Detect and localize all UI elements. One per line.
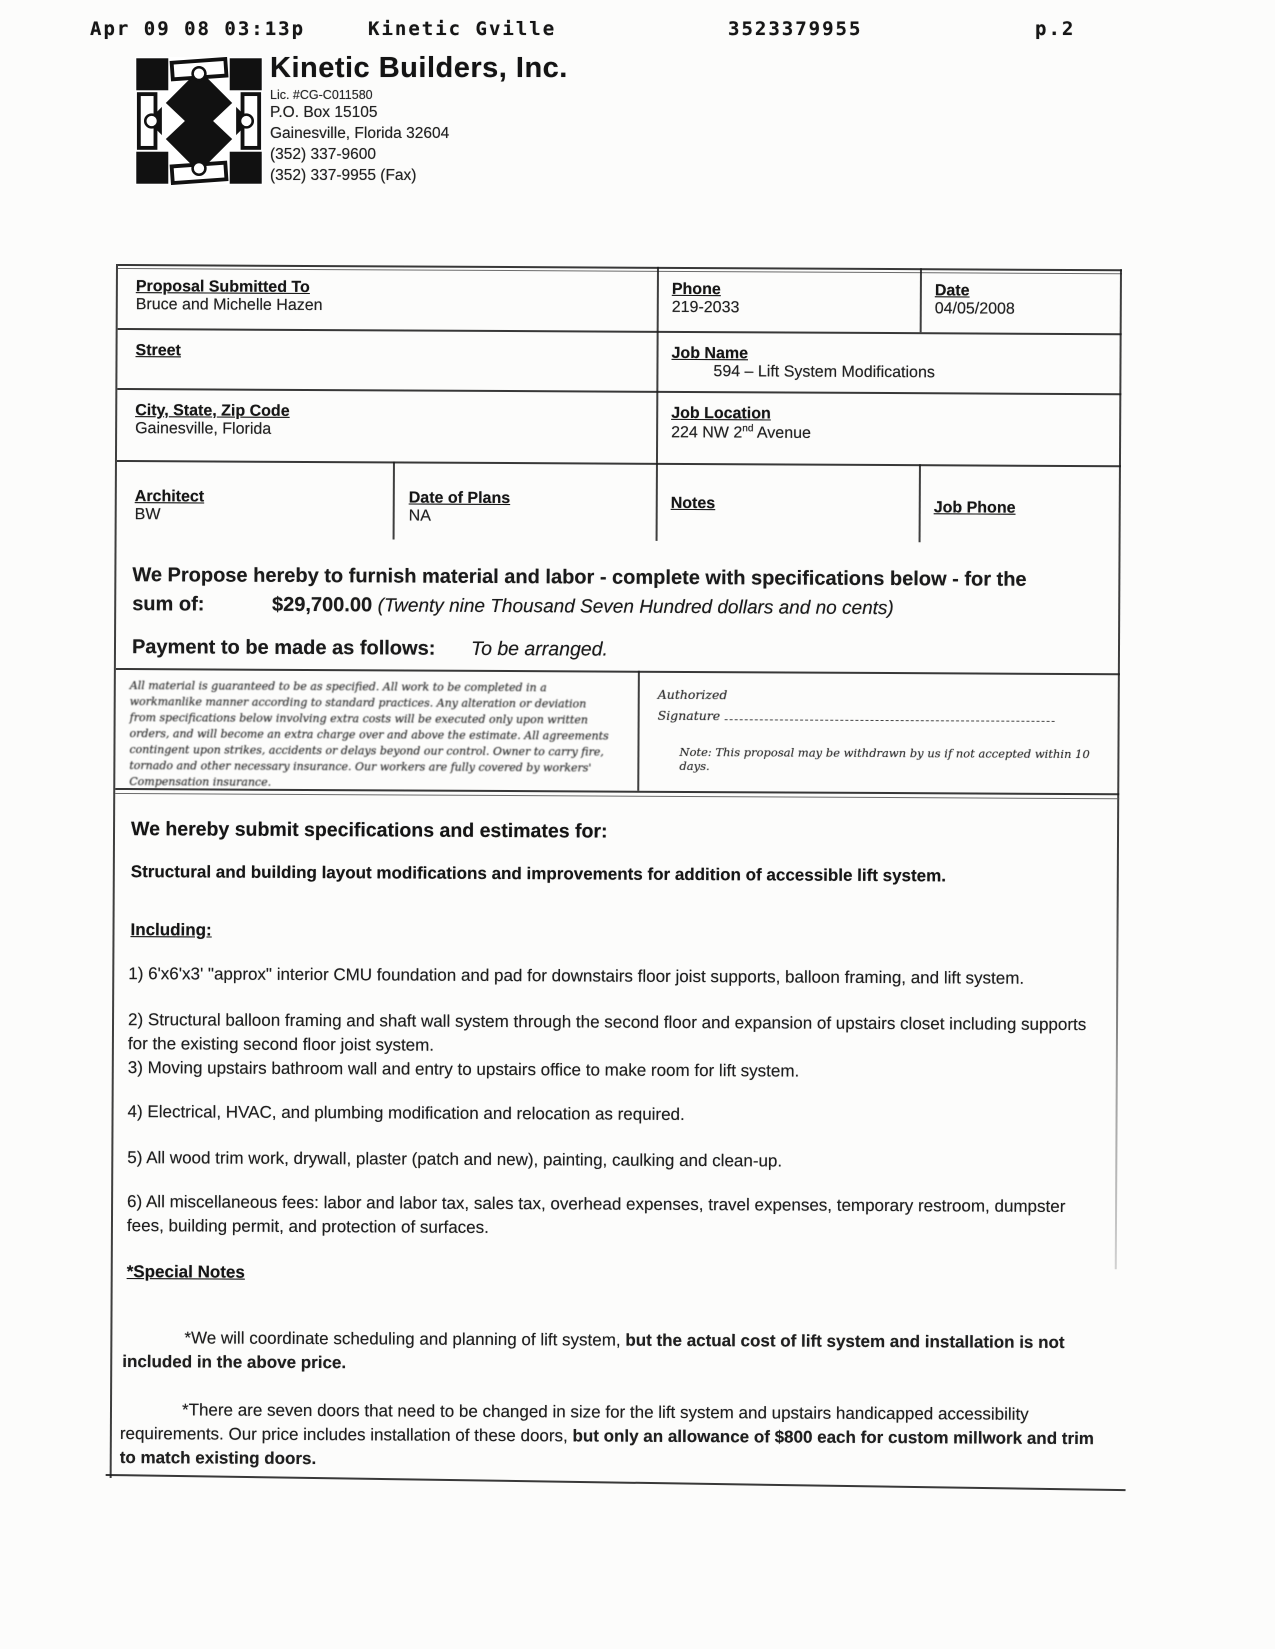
form-border-bottom [106, 1474, 1126, 1491]
job-name-value: 594 – Lift System Modifications [713, 363, 935, 382]
signature-row [658, 708, 1098, 725]
company-po-box: P.O. Box 15105 [270, 104, 378, 121]
payment-line [132, 634, 1117, 666]
company-phone: (352) 337-9600 [270, 146, 376, 163]
phone-value: 219-2033 [671, 298, 740, 317]
signature-line [724, 719, 1054, 722]
field-date [935, 282, 1015, 318]
job-location-main: 224 NW 2 [671, 424, 743, 442]
architect-label: Architect [134, 488, 205, 506]
payment-label: Payment to be made as follows: [131, 636, 436, 660]
date-of-plans-value: NA [408, 507, 431, 525]
field-notes [671, 495, 716, 513]
architect-value: BW [134, 506, 161, 524]
submitted-to-label: Proposal Submitted To [135, 278, 310, 297]
terms-guarantee-text: All material is guaranteed to be as specified. All work to be completed in a workmanlike manner according to standard practices. Any alteration or deviation from specifications below involving extra costs will be executed only upon written orders, and will become an extra charge over and above the estimate. All agreements contingent upon strikes, accidents or delays beyond our control. Owner to carry fire, tornado and other necessary insurance. Our workers are fully covered by workers' Compensation insurance. [129, 679, 609, 789]
special-note-2 [120, 1398, 1110, 1475]
special-note-1 [122, 1326, 1112, 1379]
fax-page-number: p.2 [1035, 18, 1076, 40]
col-divider-jobphone [919, 464, 921, 542]
col-divider-notes [656, 463, 658, 541]
authorized-label: Authorized [657, 686, 728, 703]
signature-label: Signature [657, 707, 721, 724]
street-label: Street [135, 342, 181, 360]
propose-sum-of: sum of: [132, 593, 205, 616]
terms-box-top [116, 668, 1120, 675]
row-divider-3 [117, 460, 1121, 467]
spec-item-4: 4) Electrical, HVAC, and plumbing modification and relocation as required. [127, 1102, 685, 1124]
city-state-zip-label: City, State, Zip Code [135, 402, 290, 420]
field-job-location [671, 405, 811, 443]
row-divider-2 [117, 388, 1121, 395]
special-notes-heading: *Special Notes [126, 1262, 245, 1282]
job-phone-label: Job Phone [933, 499, 1016, 517]
company-name: Kinetic Builders, Inc. [270, 52, 568, 84]
field-job-name [671, 345, 935, 382]
job-location-ordinal: nd [742, 423, 754, 435]
company-city-line: Gainesville, Florida 32604 [270, 125, 450, 142]
col-divider-date [920, 268, 922, 332]
propose-amount-words: (Twenty nine Thousand Seven Hundred dollars and no cents) [377, 595, 894, 620]
propose-amount: $29,700.00 [271, 593, 373, 617]
field-street [135, 342, 180, 360]
city-state-zip-value: Gainesville, Florida [135, 420, 272, 438]
company-fax: (352) 337-9955 (Fax) [270, 167, 417, 184]
field-job-phone [934, 499, 1016, 517]
spec-item-6: 6) All miscellaneous fees: labor and labor tax, sales tax, overhead expenses, travel expenses, temporary restroom, dumpster fees, building permit, and protection of surfaces. [126, 1192, 1066, 1237]
special-note-2-text: *There are seven doors that need to be changed in size for the lift system and upstairs handicapped accessibility requirements. Our price includes installation of these doors, [119, 1400, 1029, 1446]
withdrawal-note: Note: This proposal may be withdrawn by us if not accepted within 10 days. [679, 744, 1090, 774]
company-license: Lic. #CG-C011580 [270, 88, 373, 102]
form-border-right [1115, 269, 1122, 1269]
phone-label: Phone [671, 280, 721, 299]
notes-label: Notes [670, 494, 716, 513]
payment-value: To be arranged. [470, 637, 608, 661]
fax-datetime: Apr 09 08 03:13p [90, 18, 306, 40]
special-note-1-bold: but the actual cost of lift system and installation is not included in the above price. [122, 1330, 1065, 1373]
job-name-label: Job Name [671, 344, 749, 363]
col-divider-main [656, 267, 659, 463]
job-location-rest: Avenue [753, 424, 811, 442]
col-divider-architect [393, 461, 395, 539]
fax-number: 3523379955 [728, 18, 863, 40]
row-divider-1 [118, 328, 1122, 335]
field-submitted-to [136, 278, 323, 315]
job-location-label: Job Location [671, 404, 771, 423]
spec-item-3: 3) Moving upstairs bathroom wall and entry to upstairs office to make room for lift system. [127, 1058, 800, 1081]
propose-statement [132, 562, 1117, 623]
specs-heading: We hereby submit specifications and estimates for: [130, 818, 608, 843]
date-label: Date [934, 282, 970, 300]
specs-summary: Structural and building layout modifications and improvements for addition of accessible lift system. [130, 862, 947, 886]
submitted-to-value: Bruce and Michelle Hazen [135, 296, 323, 315]
field-architect [135, 488, 205, 524]
form-border-left [110, 264, 118, 1478]
fax-sender: Kinetic Gville [368, 18, 557, 40]
field-phone [672, 281, 740, 317]
date-value: 04/05/2008 [934, 300, 1015, 318]
field-city-state-zip [135, 402, 290, 439]
propose-line1: We Propose hereby to furnish material and labor - complete with specifications below - for the [132, 564, 1027, 591]
authorization-block [657, 687, 1097, 775]
spec-item-5: 5) All wood trim work, drywall, plaster (patch and new), painting, caulking and clean-up. [127, 1148, 783, 1171]
spec-item-1: 1) 6'x6'x3' "approx" interior CMU foundation and pad for downstairs floor joist supports, balloon framing, and lift system. [128, 964, 1025, 988]
special-note-1-text: *We will coordinate scheduling and planning of lift system, [184, 1328, 626, 1350]
job-location-value [671, 423, 811, 443]
spec-item-2: 2) Structural balloon framing and shaft wall system through the second floor and expansion of upstairs closet including supports for the existing second floor joist system. [127, 1010, 1087, 1055]
special-note-2-bold: but only an allowance of $800 each for custom millwork and trim to match existing doors. [119, 1426, 1095, 1469]
terms-box-divider [637, 671, 639, 791]
including-heading: Including: [130, 920, 212, 940]
field-date-of-plans [409, 490, 511, 527]
date-of-plans-label: Date of Plans [408, 489, 511, 508]
